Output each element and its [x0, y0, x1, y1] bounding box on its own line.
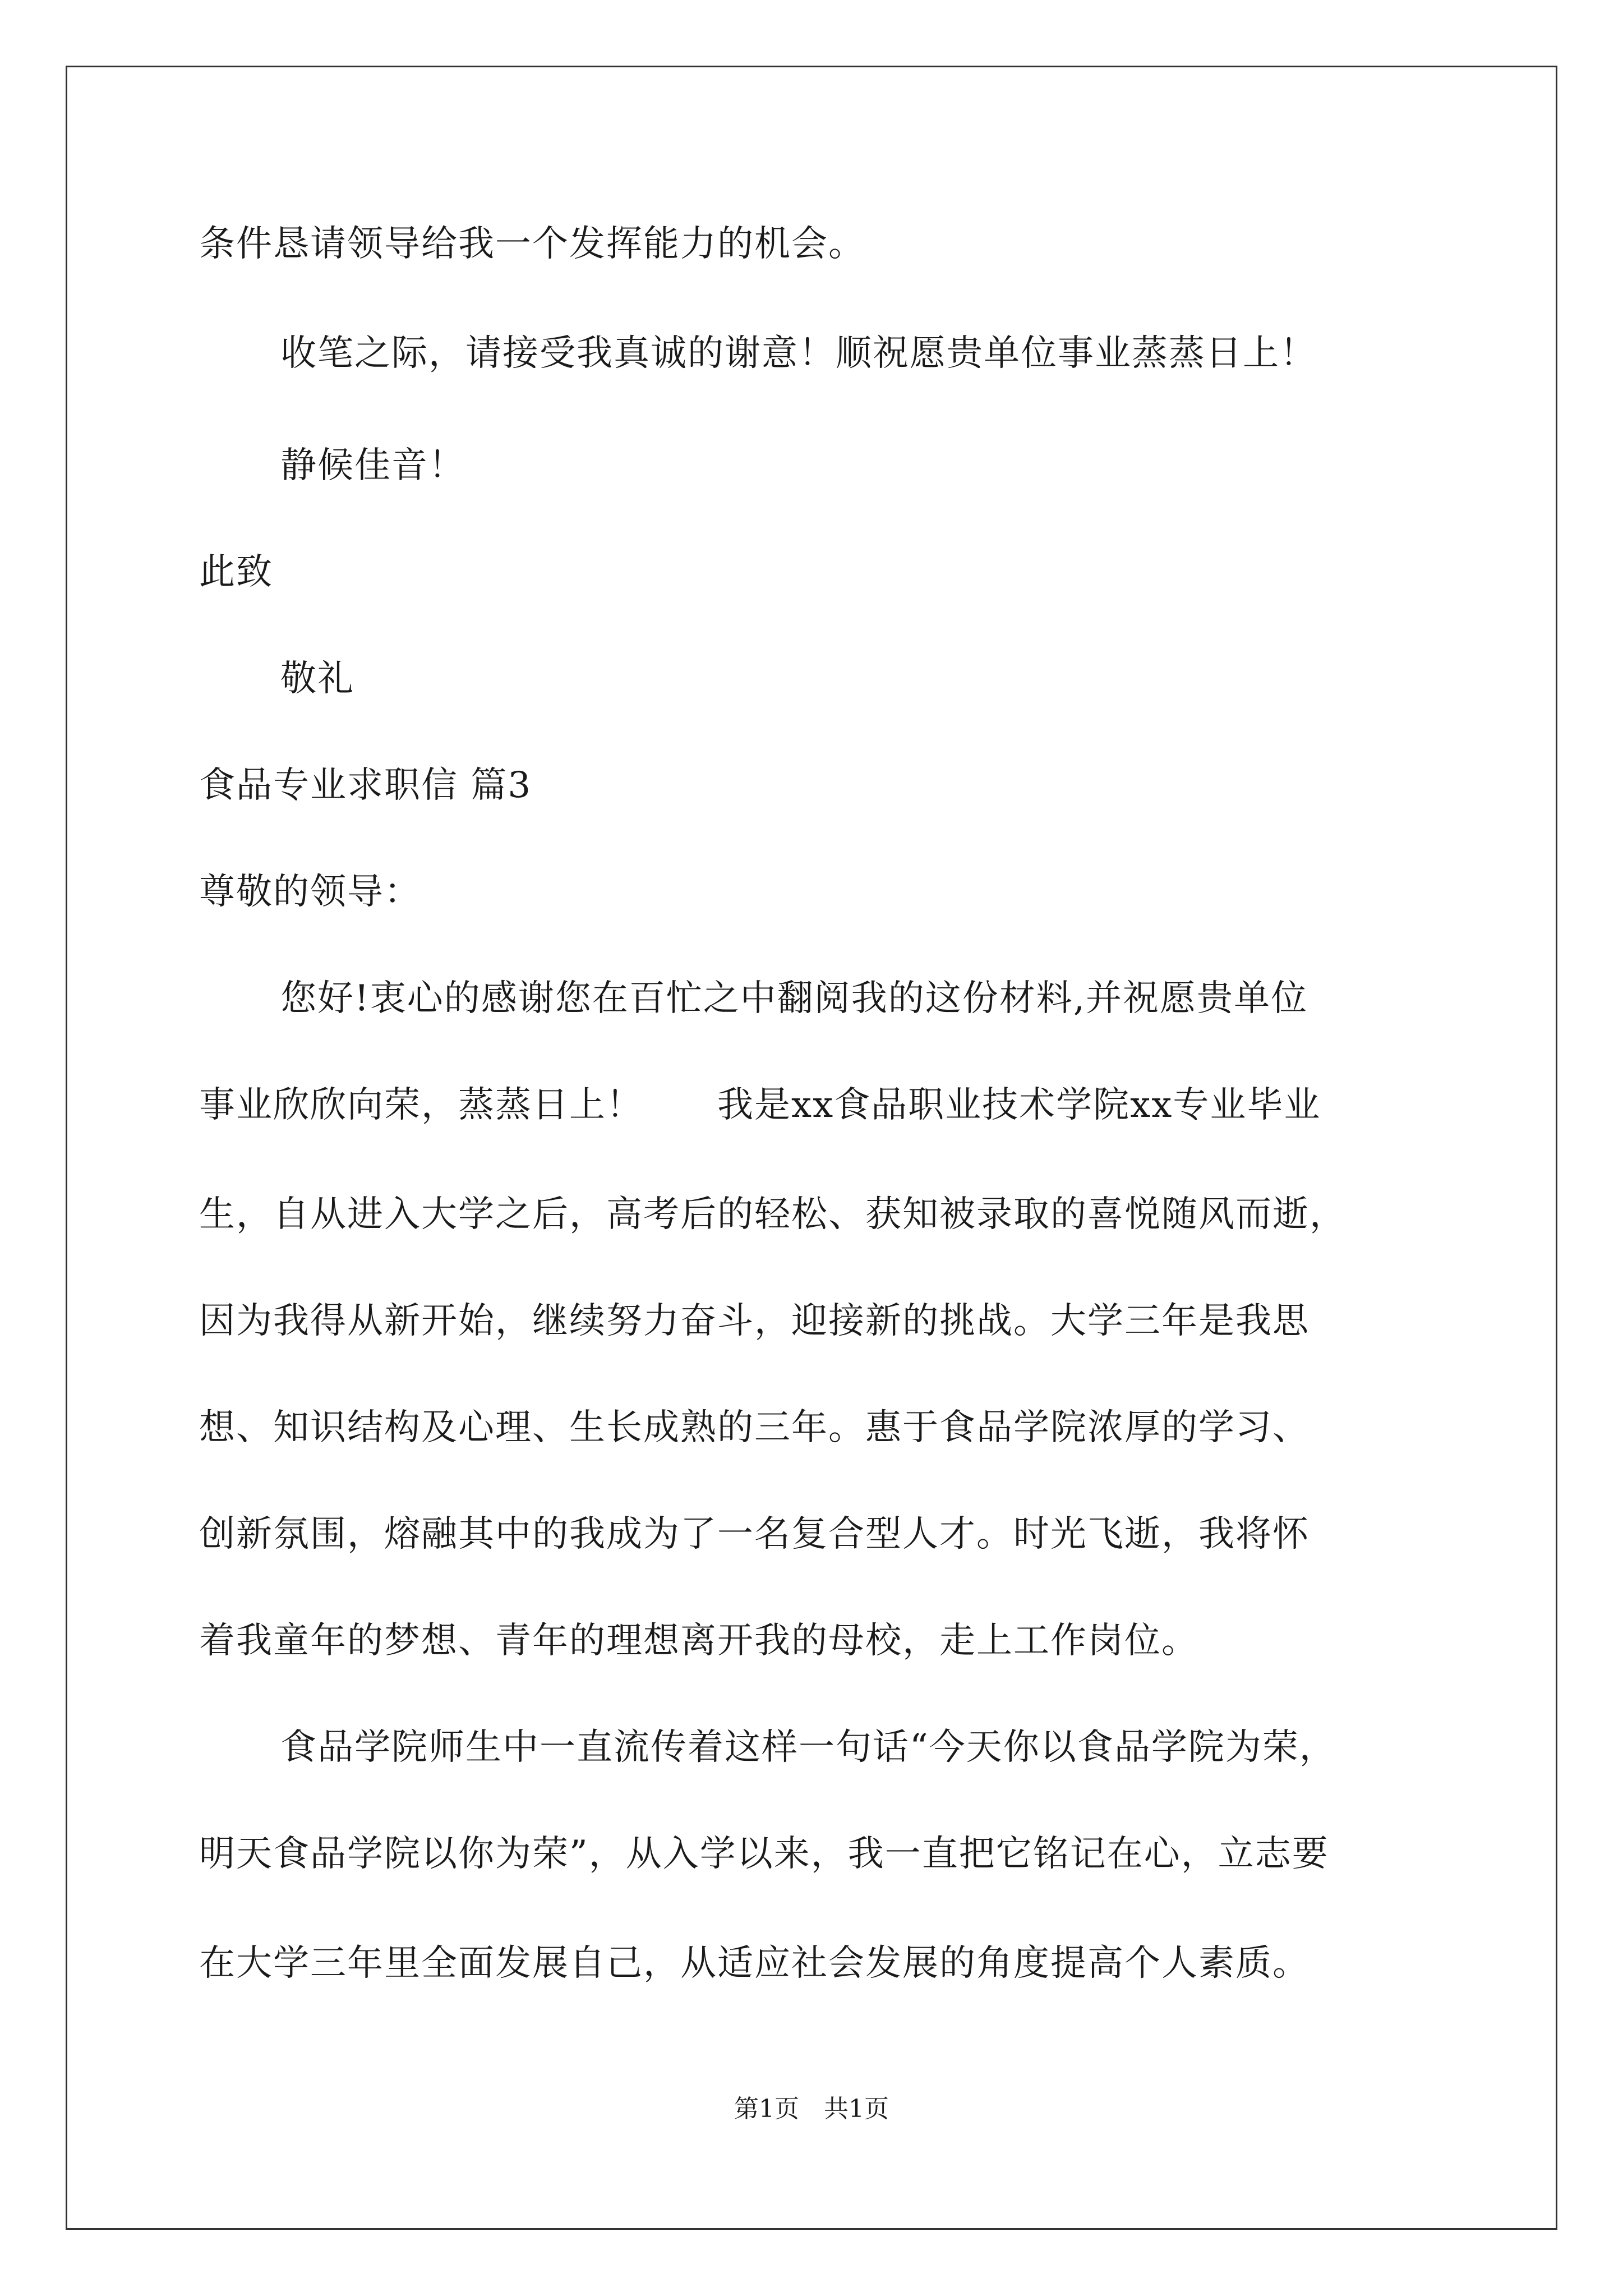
text-line: 着我童年的梦想、青年的理想离开我的母校，走上工作岗位。	[199, 1620, 1198, 1662]
page-border	[66, 66, 1557, 2230]
text-line: 此致	[199, 551, 273, 593]
text-line: 明天食品学院以你为荣”，从入学以来，我一直把它铭记在心，立志要	[199, 1833, 1329, 1875]
text-line: 静候佳音！	[280, 445, 465, 486]
text-line: 在大学三年里全面发展自己，从适应社会发展的角度提高个人素质。	[199, 1943, 1310, 1984]
text-line: 收笔之际，请接受我真诚的谢意！顺祝愿贵单位事业蒸蒸日上！	[280, 333, 1317, 374]
text-line: 创新氛围，熔融其中的我成为了一名复合型人才。时光飞逝，我将怀	[199, 1513, 1310, 1555]
text-line: 事业欣欣向荣，蒸蒸日上！ 我是xx食品职业技术学院xx专业毕业	[199, 1084, 1321, 1126]
text-line: 生，自从进入大学之后，高考后的轻松、获知被录取的喜悦随风而逝，	[199, 1194, 1347, 1235]
text-line: 因为我得从新开始，继续努力奋斗，迎接新的挑战。大学三年是我思	[199, 1300, 1310, 1342]
text-line: 食品学院师生中一直流传着这样一句话“今天你以食品学院为荣，	[280, 1727, 1336, 1768]
text-line: 敬礼	[280, 658, 354, 700]
page-number-footer: 第1页 共1页	[734, 2095, 889, 2123]
section-heading: 食品专业求职信 篇3	[199, 765, 532, 806]
text-line: 想、知识结构及心理、生长成熟的三年。惠于食品学院浓厚的学习、	[199, 1407, 1310, 1448]
text-line: 您好!衷心的感谢您在百忙之中翻阅我的这份材料,并祝愿贵单位	[280, 978, 1308, 1019]
salutation: 尊敬的领导：	[199, 871, 421, 913]
text-line: 条件恳请领导给我一个发挥能力的机会。	[199, 223, 865, 265]
